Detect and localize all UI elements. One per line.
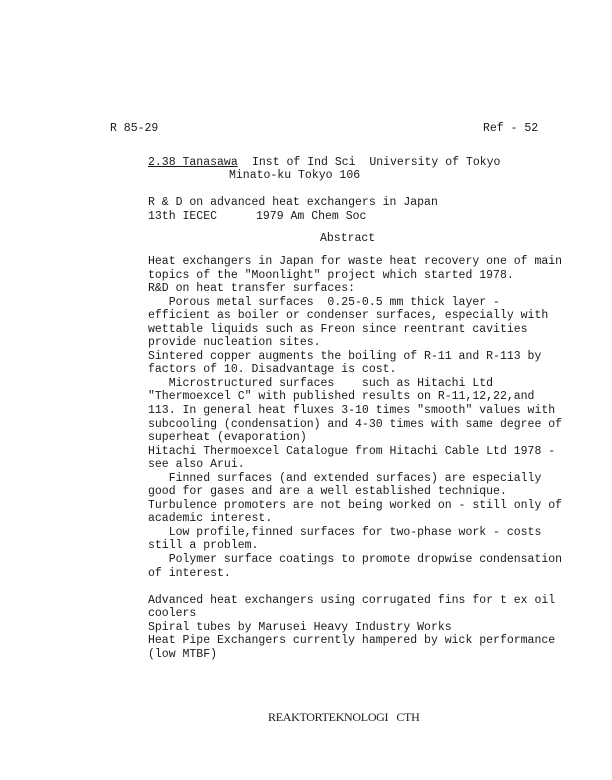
abstract-line: (low MTBF) — [148, 647, 218, 661]
abstract-line: academic interest. — [148, 512, 273, 526]
entry-address: Minato-ku Tokyo 106 — [229, 169, 361, 182]
abstract-line: 113. In general heat fluxes 3-10 times "smooth" values with — [148, 404, 556, 418]
abstract-line — [148, 580, 562, 594]
abstract-line: Polymer surface coatings to promote dropwise condensation — [148, 553, 563, 567]
paper-title: R & D on advanced heat exchangers in Japan — [148, 196, 438, 209]
abstract-heading: Abstract — [320, 232, 376, 245]
abstract-line: superheat (evaporation) — [148, 431, 307, 445]
abstract-line: see also Arui. — [148, 458, 245, 472]
conference: 13th IECEC — [148, 210, 218, 223]
abstract-body — [148, 255, 562, 661]
entry-number-author: 2.38 Tanasawa — [148, 156, 238, 169]
abstract-line: Finned surfaces (and extended surfaces) are especially — [148, 471, 542, 485]
abstract-line: provide nucleation sites. — [148, 336, 321, 350]
abstract-line: Low profile,finned surfaces for two-phase work - costs — [148, 525, 542, 539]
abstract-line: Heat Pipe Exchangers currently hampered by wick performance — [148, 634, 556, 648]
abstract-line: good for gases and are a well established technique. — [148, 485, 507, 499]
abstract-line: "Thermoexcel C" with published results on R-11,12,22,and — [148, 390, 535, 404]
abstract-line: coolers — [148, 607, 197, 621]
abstract-line: Turbulence promoters are not being worked on - still only of — [148, 498, 563, 512]
abstract-line: R&D on heat transfer surfaces: — [148, 282, 356, 296]
abstract-line: of interest. — [148, 566, 231, 580]
reference-number: Ref - 52 — [483, 122, 539, 135]
abstract-line: Sintered copper augments the boiling of R-11 and R-113 by — [148, 349, 542, 363]
abstract-line: efficient as boiler or condenser surfaces, especially with — [148, 309, 549, 323]
entry-affiliation: Inst of Ind Sci University of Tokyo — [252, 156, 501, 169]
abstract-line: Heat exchangers in Japan for waste heat recovery one of main — [148, 255, 563, 268]
abstract-line: Microstructured surfaces such as Hitachi Ltd — [148, 376, 494, 390]
abstract-line: factors of 10. Disadvantage is cost. — [148, 363, 397, 377]
abstract-line: Advanced heat exchangers using corrugated fins for t ex oil — [148, 593, 556, 607]
report-number: R 85-29 — [110, 122, 159, 135]
abstract-line: still a problem. — [148, 539, 259, 553]
abstract-line: Porous metal surfaces 0.25-0.5 mm thick layer - — [148, 295, 500, 309]
publisher: 1979 Am Chem Soc — [256, 210, 367, 223]
footer-institution: REAKTORTEKNOLOGI CTH — [268, 710, 420, 724]
abstract-line: Hitachi Thermoexcel Catalogue from Hitachi Cable Ltd 1978 - — [148, 444, 556, 458]
abstract-line: subcooling (condensation) and 4-30 times with same degree of — [148, 417, 563, 431]
abstract-line: wettable liquids such as Freon since reentrant cavities — [148, 322, 528, 336]
abstract-line: topics of the "Moonlight" project which started 1978. — [148, 268, 514, 282]
abstract-line: Spiral tubes by Marusei Heavy Industry Works — [148, 620, 452, 634]
